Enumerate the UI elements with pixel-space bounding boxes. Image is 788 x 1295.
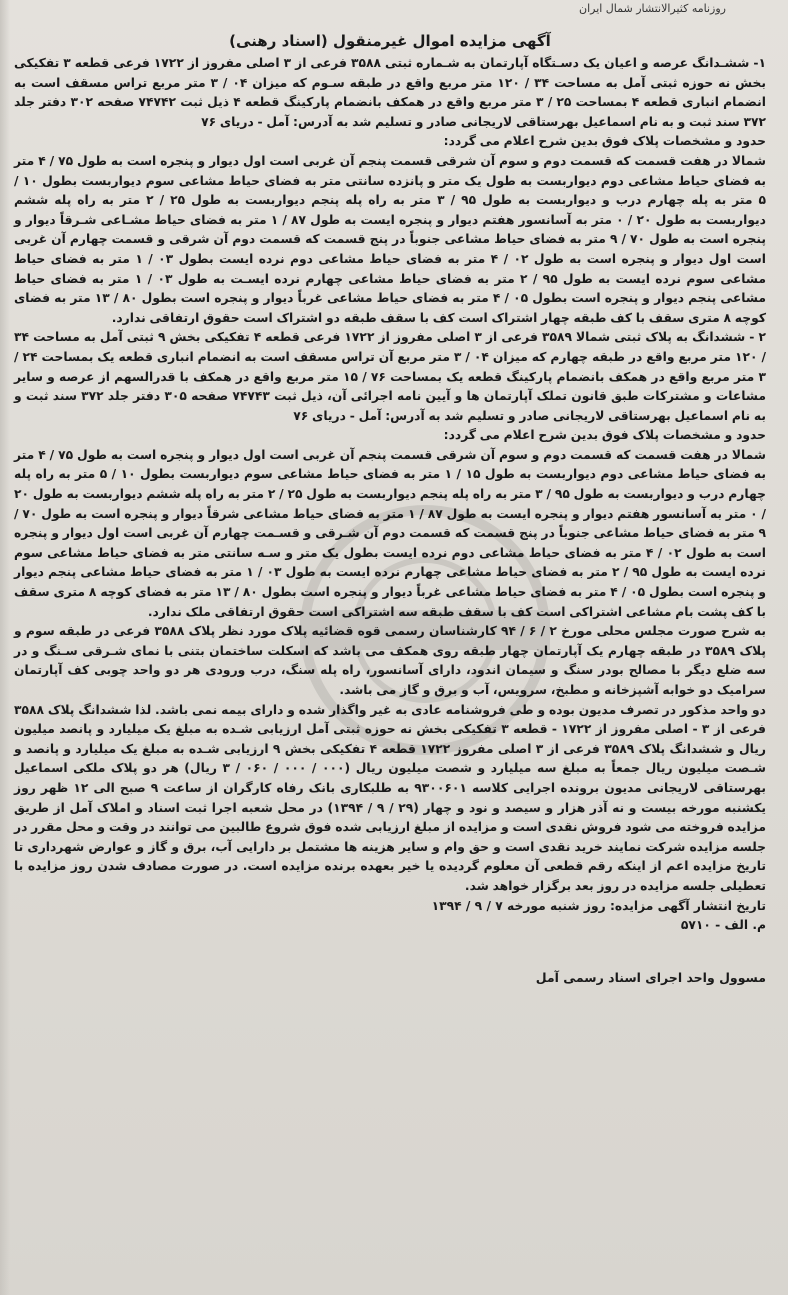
reference-code: م. الف - ۵۷۱۰ [680,918,766,933]
limits-heading-1: حدود و مشخصات پلاک فوق بدین شرح اعلام می گردد: [443,134,766,149]
notice-footer [14,897,766,936]
header-strip: روزنامه کثیرالانتشار شمال ایران [578,2,726,15]
notice-body [14,54,766,897]
auction-terms-paragraph: دو واحد مذکور در تصرف مدیون بوده و طی فروشنامه عادی به غیر واگذار شده و دارای بیمه نمی باشد. لذا ششدانگ پلاک ۳۵۸۸ فرعی از ۳ - اصلی مفروز از ۱۷۲۲ - قطعه ۳ تفکیکی بخش نه حوزه ثبتی آمل ارزیابی شـده به مبلغ یک میلیارد و پانصد میلیون ریال و ششدانگ پلاک ۳۵۸۹ فرعی از ۳ اصلی مفروز ۱۷۲۲ قطعه ۴ تفکیکی بخش ۹ ارزیابی شـده به مبلغ یک میلیارد و پانصد و شـصت میلیون ریال جمعاً به مبلغ سه میلیارد و شصت میلیون ریال (۰۰۰ / ۰۰۰ / ۰۶۰ / ۳ ریال) هر دو پلاک ملکی اسماعیل بهرستاقی لاریجانی مدیون برونده اجرایی کلاسه ۹۳۰۰۶۰۱ به طلبکاری بانک رفاه کارگران از ساعت ۹ صبح الی ۱۲ ظهر روز یکشنبه مورخه بیست و نه آذر هزار و سیصد و نود و چهار (۲۹ / ۹ / ۱۳۹۴) در محل شعبه اجرا ثبت اسناد و املاک آمل از طریق مزایده فروخته می شود فروش نقدی است و مزایده از مبلغ ارزیابی شده فوق شروع طالبین می توانند در وقت و محل مقرر در جلسه مزایده شرکت نمایند خرید نقدی است و حق وام و سایر هزینه ها مشتمل بر دارایی آب، برق و گاز و عوارض شهرداری تا تاریخ مزایده اعم از اینکه رقم قطعی آن معلوم گردیده یا خیر بعهده برنده مزایده است. در صورت مصادف شدن روز مزایده با تعطیلی جلسه مزایده در روز بعد برگزار خواهد شد. [14,702,767,893]
expert-report-paragraph: به شرح صورت مجلس محلی مورخ ۲ / ۶ / ۹۴ کارشناسان رسمی قوه قضائیه پلاک مورد نظر پلاک ۳۵۸۸ فرعی در طبقه سوم و پلاک ۳۵۸۹ در طبقه چهارم یک آپارتمان چهار طبقه روی همکف می باشد که اسکلت ساختمان بتنی با نمای شـرقی سـنگ و در سه ضلع دیگر با مصالح بودر سنگ و سیمان اندود، دارای آسانسور، راه پله سنگ، درب ورودی هر دو واحد چوبی کف آپارتمان سرامیک دو خوابه آشپزخانه و مطبخ، سرویس، آب و برق و گاز می باشد. [14,624,766,697]
signature: مسوول واحد اجرای اسناد رسمی آمل [535,969,766,985]
property-1-paragraph: ۱- ششـدانگ عرصه و اعیان یک دسـتگاه آپارتمان به شـماره ثبتی ۳۵۸۸ فرعی از ۳ اصلی مفروز از ۱۷۲۲ فرعی قطعه ۳ تفکیکی بخش نه حوزه ثبتی آمل به مساحت ۳۴ / ۱۲۰ متر مربع واقع در طبقه سـوم که میزان ۰۴ / ۳ متر مربع تراس مسقف است به انضمام انباری قطعه ۴ بمساحت ۲۵ / ۳ متر مربع واقع در همکف بانضمام پارکینگ قطعه ۴ ذیل ثبت ۷۴۷۴۲ صفحه ۳۰۲ دفتر جلد ۳۷۲ سند ثبت و به نام اسماعیل بهرستاقی لاریجانی صادر و تسلیم شد به آدرس: آمل - دریای ۷۶ [14,56,766,129]
property-2-paragraph: ۲ - ششدانگ به پلاک ثبتی شمالا ۳۵۸۹ فرعی از ۳ اصلی مفروز از ۱۷۲۲ فرعی قطعه ۴ تفکیکی بخش ۹ ثبتی آمل به مساحت ۳۴ / ۱۲۰ متر مربع واقع در طبقه چهارم که میزان ۰۴ / ۳ متر مربع آن تراس مسقف است به انضمام انباری قطعه یک بمساحت ۲۴ / ۳ متر مربع واقع در همکف بانضمام پارکینگ قطعه یک بمساحت ۷۶ / ۱۵ متر مربع واقع در همکف با قدرالسهم از عرصه و سایر مشاعات و مشترکات طبق قانون تملک آپارتمان ها و آیین نامه اجرائی آن، ذیل ثبت ۷۴۷۴۳ صفحه ۳۰۵ دفتر جلد ۳۷۲ سند ثبت و به نام اسماعیل بهرستاقی لاریجانی صادر و تسلیم شد به آدرس: آمل - دریای ۷۶ [14,330,766,423]
publish-date: تاریخ انتشار آگهی مزایده: روز شنبه مورخه ۷ / ۹ / ۱۳۹۴ [431,898,766,913]
property-2-limits: شمالا در هفت قسمت که قسمت دوم و سوم آن شرقی قسمت پنجم آن غربی است اول دیوار و پنجره است به طول ۷۵ / ۴ متر به فضای حیاط مشاعی دوم دیواربست به طول ۱۵ / ۱ متر به فضای حیاط مشاعی سوم دیواربست بطول ۱۰ / ۵ متر به راه پله چهارم درب و دیواربست به طول ۹۵ / ۳ متر به راه پله پنجم دیواربست به طول ۲۵ / ۲ متر به راه پله ششم دیواربست به طول ۲۰ / ۰ متر به آسانسور هفتم دیوار و پنجره ایست به طول ۸۷ / ۱ متر به فضای حیاط مشاعی شرقاً دیوار و پنجره است به طول ۷۰ / ۹ متر به فضای حیاط مشاعی جنوباً در پنج قسمت که قسمت دوم آن شـرقی و قسـمت چهارم آن غربی است اول دیوار و پنجره است به طول ۰۲ / ۴ متر به فضای حیاط مشاعی دوم نرده ایست بطول یک متر و سـه سانتی متر به فضای حیاط مشاعی سوم نرده ایست به طول ۹۵ / ۲ متر به فضای حیاط مشاعی چهارم نرده ایست به طول ۰۳ / ۱ متر به فضای حیاط مشاعی پنجم دیوار و پنجره است بطول ۰۵ / ۴ متر به فضای حیاط مشاعی غرباً دیوار و پنجره است بطول ۸۰ / ۱۳ متر به فضای کوچه ۸ متری سقف با کف پشت بام مشاعی اشتراکی است کف با سقف طبقه سه اشتراکی است حقوق ارتفاقی ملک ندارد. [14,447,767,619]
scan-edge-shadow [0,0,10,1295]
property-1-limits: شمالا در هفت قسمت که قسمت دوم و سوم آن شرقی قسمت پنجم آن غربی است اول دیوار و پنجره است به طول ۷۵ / ۴ متر به فضای حیاط مشاعی دوم دیواربست به طول یک متر و پانزده سانتی متر به فضای حیاط مشاعی سوم دیواربست بطول ۱۰ / ۵ متر به پله چهارم درب و دیواربست به طول ۹۵ / ۳ متر به راه پله پنجم دیواربست به طول ۲۵ / ۲ متر به راه پله ششم دیواربست به طول ۲۰ / ۰ متر به آسانسور هفتم دیوار و پنجره ایست به طول ۸۷ / ۱ متر به فضای حیاط مشـاعی شـرقاً دیوار و پنجره است به طول ۷۰ / ۹ متر به فضای حیاط مشاعی جنوباً در پنج قسمت که قسمت دوم آن شرقی و قسمت چهارم آن غربی است اول دیوار و پنجره است به طول ۰۲ / ۴ متر به فضای حیاط مشاعی دوم نرده ایست بطول ۰۳ / ۱ متر به فضای حیاط مشاعی سوم نرده ایست به طول ۹۵ / ۲ متر به فضای حیاط مشاعی چهارم نرده ایسـت به طول ۰۳ / ۱ متر به فضای حیاط مشاعی پنجم دیوار و پنجره است بطول ۰۵ / ۴ متر به فضای حیاط مشاعی غرباً دیوار و پنجره است بطول ۸۰ / ۱۳ متر به فضای کوچه ۸ متری سقف با کف طبقه چهار اشتراک است کف با سقف طبقه دو اشتراک است حقوق ارتفاقی ندارد. [14,153,767,325]
notice-title: آگهی مزایده اموال غیرمنقول (اسناد رهنی) [229,32,551,50]
limits-heading-2: حدود و مشخصات پلاک فوق بدین شرح اعلام می گردد: [443,428,766,443]
